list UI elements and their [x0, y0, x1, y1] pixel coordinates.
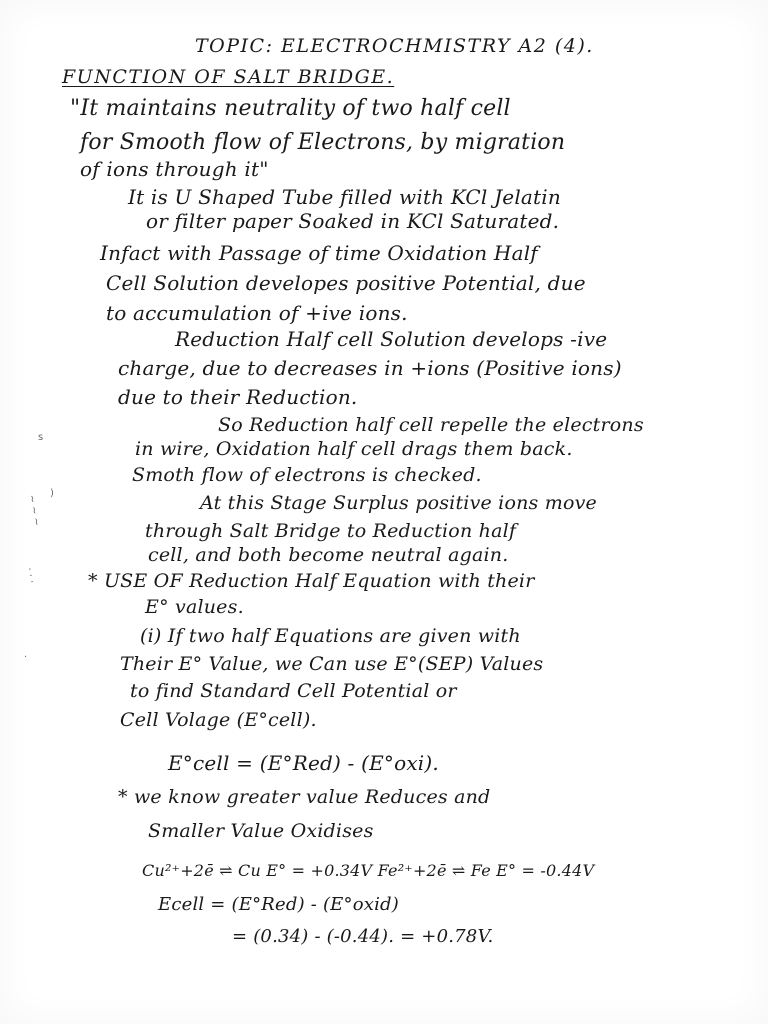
note-line: Their E° Value, we Can use E°(SEP) Values [120, 653, 544, 675]
section-heading: FUNCTION OF SALT BRIDGE. [62, 66, 395, 88]
note-line: Cell Solution developes positive Potential, due [106, 271, 586, 295]
note-line: Reduction Half cell Solution develops -ive [175, 327, 608, 351]
note-line: due to their Reduction. [118, 385, 358, 409]
note-line: E° values. [145, 596, 244, 618]
note-line: of ions through it" [80, 157, 269, 181]
equation-line: Cu²⁺+2ē ⇌ Cu E° = +0.34V Fe²⁺+2ē ⇌ Fe E° = -0.44V [142, 861, 595, 880]
margin-scribbles [0, 0, 60, 1024]
note-line: to find Standard Cell Potential or [130, 680, 457, 702]
note-line: So Reduction half cell repelle the electrons [218, 414, 644, 436]
note-line: through Salt Bridge to Reduction half [145, 520, 517, 542]
note-line: It is U Shaped Tube filled with KCl Jelatin [128, 185, 561, 209]
note-line: * USE OF Reduction Half Equation with their [88, 570, 535, 592]
note-line: for Smooth flow of Electrons, by migration [80, 130, 566, 155]
equation-line: = (0.34) - (-0.44). = +0.78V. [232, 926, 494, 947]
note-line: charge, due to decreases in +ions (Positive ions) [118, 356, 622, 380]
note-line: in wire, Oxidation half cell drags them back. [135, 438, 573, 460]
note-line: Infact with Passage of time Oxidation Half [100, 241, 538, 265]
note-line: "It maintains neutrality of two half cell [70, 96, 511, 121]
note-line: At this Stage Surplus positive ions move [200, 492, 597, 514]
formula-line: E°cell = (E°Red) - (E°oxi). [168, 751, 439, 775]
note-line: Cell Volage (E°cell). [120, 709, 317, 731]
note-line: (i) If two half Equations are given with [140, 625, 521, 647]
margin-mark: ~ ~ ~ [25, 494, 42, 527]
margin-mark: s [38, 432, 44, 443]
margin-mark: ) [50, 488, 54, 499]
margin-mark: · · · [23, 566, 37, 585]
note-line: or filter paper Soaked in KCl Saturated. [146, 209, 560, 233]
note-line: * we know greater value Reduces and [118, 786, 491, 808]
note-line: Smaller Value Oxidises [148, 820, 374, 842]
note-line: Smoth flow of electrons is checked. [132, 464, 482, 486]
equation-line: Ecell = (E°Red) - (E°oxid) [158, 894, 400, 915]
margin-mark: · [24, 652, 28, 663]
note-line: cell, and both become neutral again. [148, 544, 509, 566]
note-line: to accumulation of +ive ions. [106, 301, 408, 325]
topic-title: TOPIC: ELECTROCHMISTRY A2 (4). [195, 35, 594, 57]
